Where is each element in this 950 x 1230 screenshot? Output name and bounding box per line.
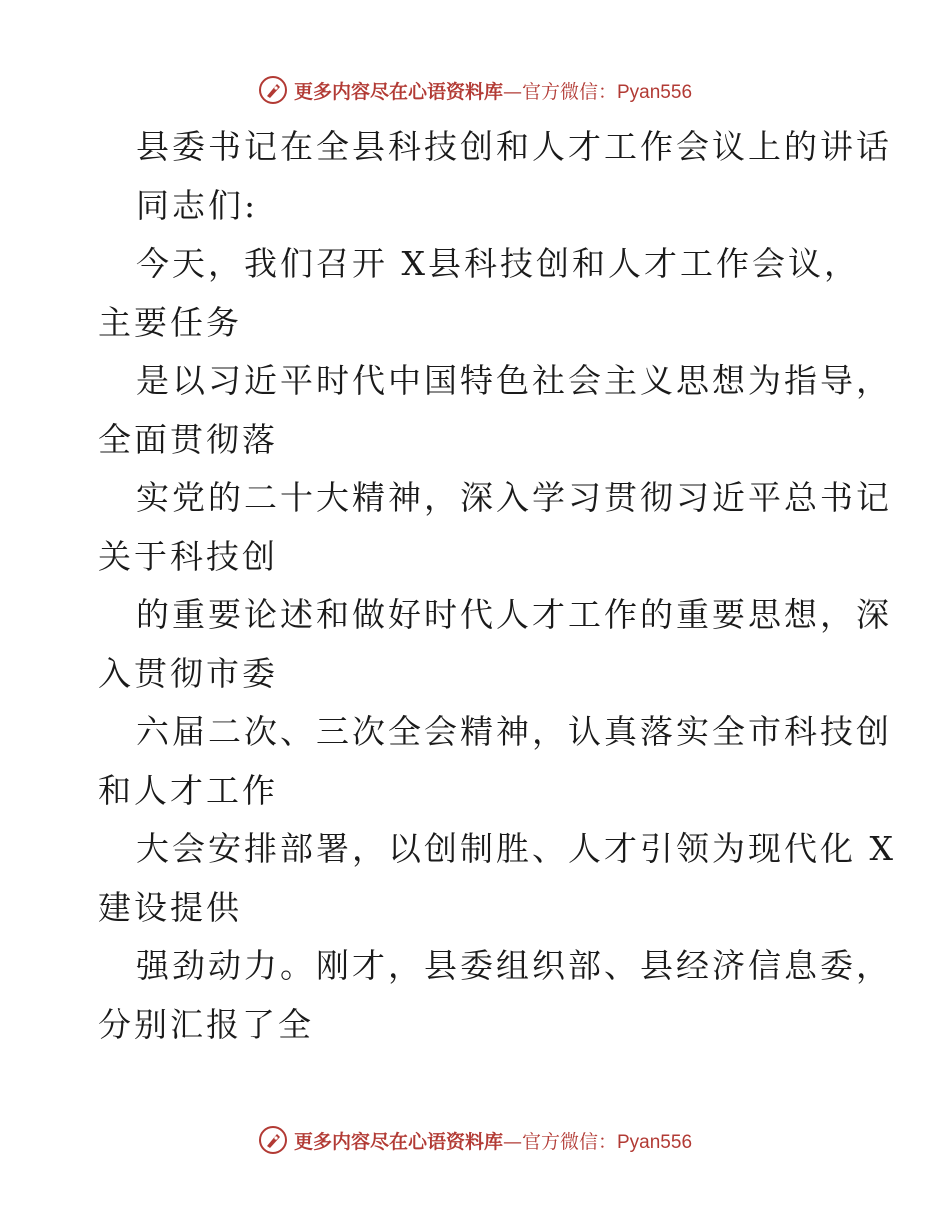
document-title: 县委书记在全县科技创和人才工作会议上的讲话 bbox=[136, 127, 892, 166]
document-line: 建设提供 bbox=[98, 887, 242, 927]
document-line: 大会安排部署，以创制胜、人才引领为现代化 X bbox=[136, 829, 896, 868]
document-line: 六届二次、三次全会精神，认真落实全市科技创 bbox=[136, 712, 892, 751]
pen-nib-logo-icon bbox=[258, 75, 288, 105]
document-line: 和人才工作 bbox=[98, 770, 278, 810]
banner-separator: — bbox=[502, 1130, 522, 1153]
banner-wechat-label: 官方微信： bbox=[521, 80, 617, 103]
header-banner bbox=[0, 70, 950, 110]
banner-separator: — bbox=[502, 80, 522, 103]
banner-wechat-id: Pyan556 bbox=[617, 81, 693, 103]
document-line: 今天，我们召开 X县科技创和人才工作会议， bbox=[136, 244, 860, 283]
document-line: 实党的二十大精神，深入学习贯彻习近平总书记 bbox=[136, 478, 892, 517]
document-line: 关于科技创 bbox=[98, 536, 278, 576]
document-line: 的重要论述和做好时代人才工作的重要思想，深 bbox=[136, 595, 892, 634]
document-body bbox=[98, 118, 896, 1054]
footer-banner bbox=[0, 1120, 950, 1160]
document-line: 是以习近平时代中国特色社会主义思想为指导， bbox=[136, 361, 892, 400]
banner-site-text: 更多内容尽在心语资料库 bbox=[293, 1130, 503, 1153]
document-line: 入贯彻市委 bbox=[98, 653, 278, 693]
document-line: 全面贯彻落 bbox=[98, 419, 278, 459]
banner-site-text: 更多内容尽在心语资料库 bbox=[293, 80, 503, 103]
pen-nib-logo-icon bbox=[258, 1125, 288, 1155]
banner-text bbox=[294, 77, 692, 104]
document-line: 同志们: bbox=[136, 185, 259, 225]
banner-text bbox=[294, 1127, 692, 1154]
banner-wechat-id: Pyan556 bbox=[617, 1131, 693, 1153]
banner-wechat-label: 官方微信： bbox=[521, 1130, 617, 1153]
document-line: 主要任务 bbox=[98, 302, 242, 342]
document-line: 分别汇报了全 bbox=[98, 1004, 314, 1044]
document-line: 强劲动力。刚才，县委组织部、县经济信息委， bbox=[136, 946, 892, 985]
